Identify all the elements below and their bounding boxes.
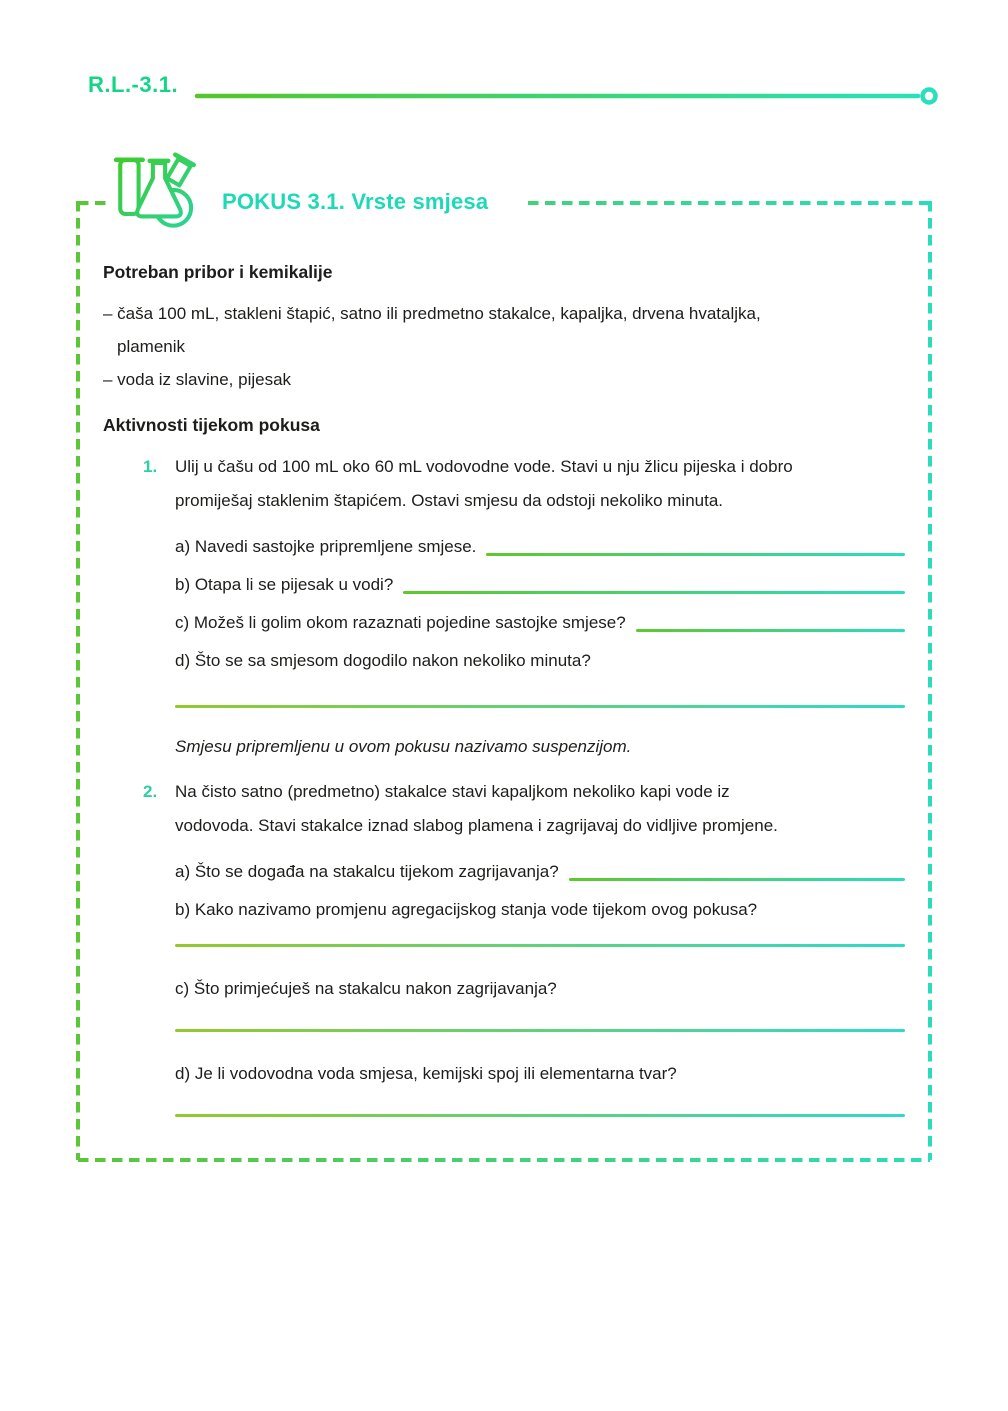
answer-line-2a (569, 878, 905, 881)
page-label: R.L.-3.1. (88, 72, 179, 97)
item-number: 1. (143, 457, 158, 476)
experiment-title: POKUS 3.1. Vrste smjesa (222, 189, 489, 214)
item-number: 2. (143, 782, 158, 801)
question-2c-row (103, 972, 905, 1006)
lab-flasks-icon (108, 146, 210, 241)
item-text-line: promiješaj staklenim štapićem. Ostavi smjesu da odstoji nekoliko minuta. (175, 491, 724, 510)
answer-line-1d (175, 705, 905, 708)
question-label: d) Je li vodovodna voda smjesa, kemijski spoj ili elementarna tvar? (175, 1064, 677, 1083)
question-2d-row (103, 1057, 905, 1091)
question-1a (175, 530, 905, 564)
equipment-line: – voda iz slavine, pijesak (103, 370, 292, 389)
item-text-line: vodovoda. Stavi stakalce iznad slabog plamena i zagrijavaj do vidljive promjene. (175, 816, 778, 835)
activity-item-2 (103, 775, 905, 927)
answer-line-2c (175, 1029, 905, 1032)
item-text-line: Ulij u čašu od 100 mL oko 60 mL vodovodne vode. Stavi u nju žlicu pijeska i dobro (175, 457, 793, 476)
answer-line-1a (486, 553, 905, 556)
question-label: b) Otapa li se pijesak u vodi? (175, 575, 394, 594)
question-label: c) Možeš li golim okom razaznati pojedine sastojke smjese? (175, 613, 626, 632)
question-1d (175, 644, 905, 678)
suspension-note: Smjesu pripremljenu u ovom pokusu nazivamo suspenzijom. (175, 737, 632, 756)
answer-line-2b (175, 944, 905, 947)
question-2b (175, 893, 905, 927)
header-rule-ring-icon (923, 90, 936, 103)
answer-line-2d (175, 1114, 905, 1117)
question-label: a) Što se događa na stakalcu tijekom zagrijavanja? (175, 862, 559, 881)
answer-line-1b (403, 591, 905, 594)
question-1b (175, 568, 905, 602)
activity-item-1 (103, 450, 905, 678)
question-label: c) Što primjećuješ na stakalcu nakon zagrijavanja? (175, 979, 557, 998)
questions-item-2 (175, 855, 905, 927)
question-label: b) Kako nazivamo promjenu agregacijskog stanja vode tijekom ovog pokusa? (175, 900, 758, 919)
experiment-content (103, 258, 905, 1117)
item-text-line: Na čisto satno (predmetno) stakalce stavi kapaljkom nekoliko kapi vode iz (175, 782, 730, 801)
equipment-line: – čaša 100 mL, stakleni štapić, satno ili predmetno stakalce, kapaljka, drvena hvataljka, (103, 304, 761, 323)
questions-item-1 (175, 530, 905, 678)
question-2a (175, 855, 905, 889)
answer-line-1c (636, 629, 905, 632)
equipment-heading: Potreban pribor i kemikalije (103, 262, 333, 282)
question-1c (175, 606, 905, 640)
activities-heading: Aktivnosti tijekom pokusa (103, 415, 320, 435)
equipment-line: plamenik (117, 337, 186, 356)
question-label: d) Što se sa smjesom dogodilo nakon nekoliko minuta? (175, 651, 591, 670)
question-label: a) Navedi sastojke pripremljene smjese. (175, 537, 477, 556)
